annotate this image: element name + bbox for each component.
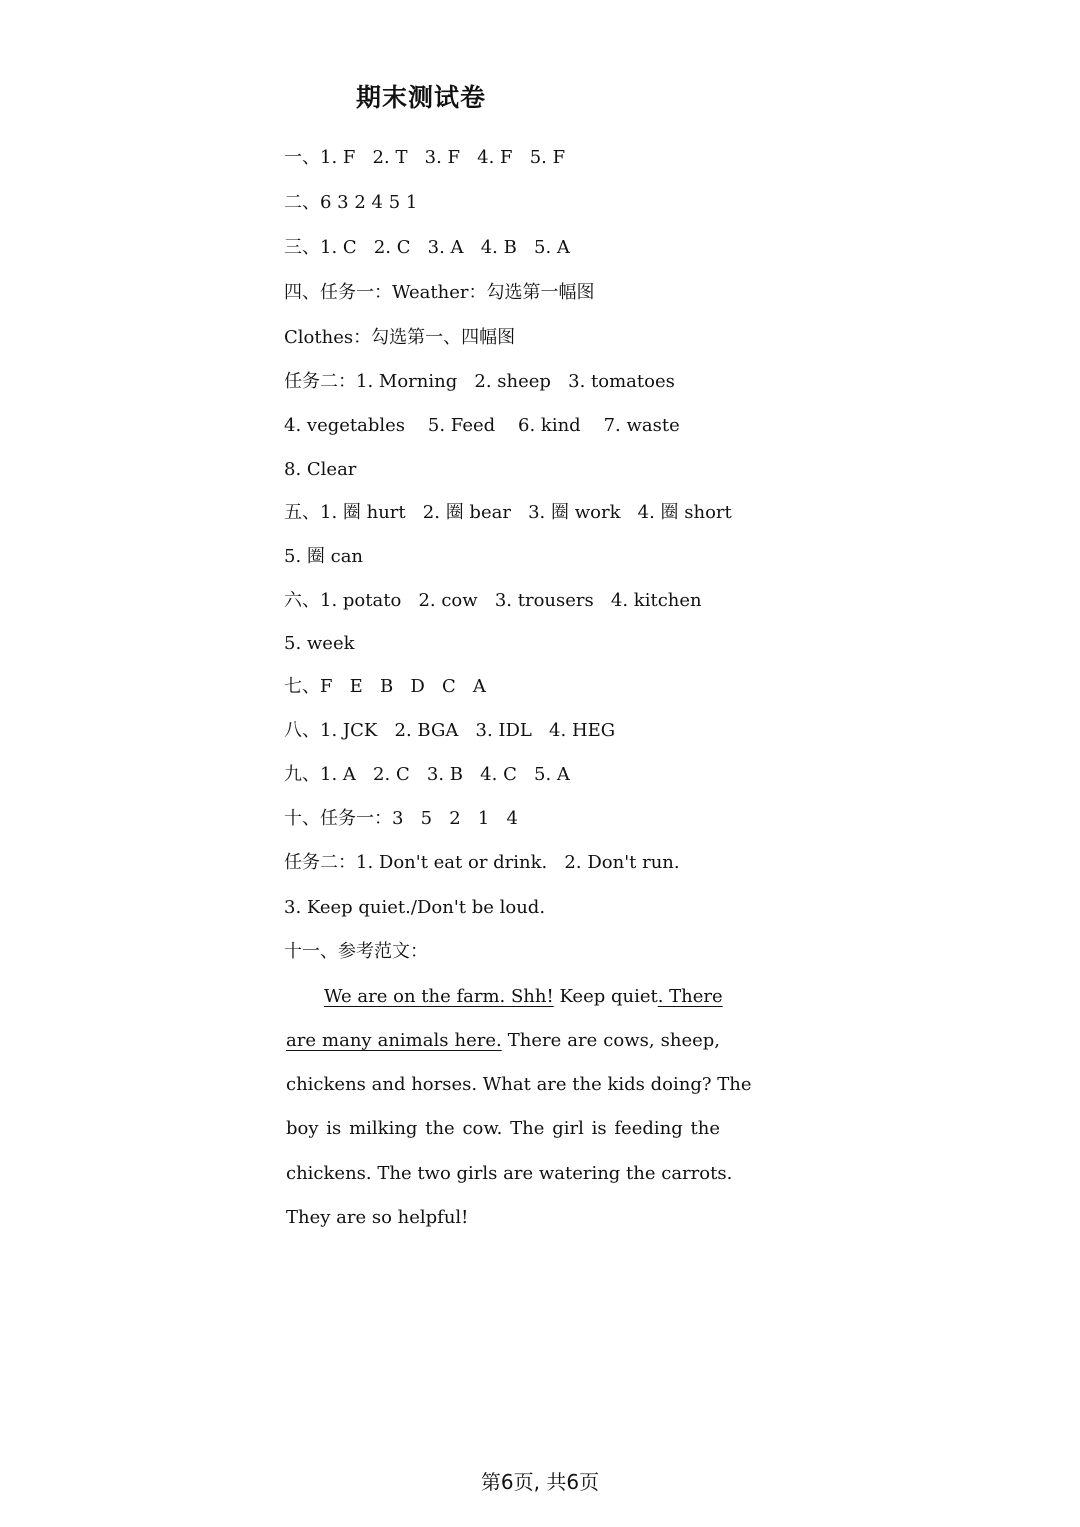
page-title: 期末测试卷 (356, 83, 487, 112)
answer-line-4: 四、任务一：Weather：勾选第一幅图 (284, 282, 595, 303)
essay-line-4: boy is milking the cow. The girl is feeding the (286, 1118, 720, 1139)
answer-line-13: 七、F E B D C A (284, 676, 486, 697)
answer-line-10: 5. 圈 can (284, 546, 364, 567)
answer-line-12: 5. week (284, 633, 355, 654)
answer-line-14: 八、1. JCK 2. BGA 3. IDL 4. HEG (284, 720, 616, 741)
essay-line-3: chickens and horses. What are the kids doing? The (286, 1074, 752, 1095)
page-footer: 第6页, 共6页 (480, 1470, 600, 1494)
answer-line-19: 十一、参考范文： (284, 941, 428, 962)
answer-line-15: 九、1. A 2. C 3. B 4. C 5. A (284, 764, 570, 785)
essay-text: Keep quiet (553, 986, 658, 1007)
essay-underlined-phrase: We are on the farm. Shh! (324, 986, 554, 1007)
answer-line-17: 任务二：1. Don't eat or drink. 2. Don't run. (284, 852, 680, 873)
answer-line-7: 4. vegetables 5. Feed 6. kind 7. waste (284, 415, 680, 436)
essay-line-2 (286, 1029, 720, 1053)
answer-line-16: 十、任务一：3 5 2 1 4 (284, 808, 518, 829)
answer-line-1: 一、1. F 2. T 3. F 4. F 5. F (284, 147, 566, 168)
answer-line-11: 六、1. potato 2. cow 3. trousers 4. kitchen (284, 590, 702, 611)
answer-line-3: 三、1. C 2. C 3. A 4. B 5. A (284, 237, 570, 258)
essay-underlined-phrase: . There (657, 986, 723, 1007)
answer-line-2: 二、6 3 2 4 5 1 (284, 192, 418, 213)
answer-line-18: 3. Keep quiet./Don't be loud. (284, 897, 546, 918)
essay-line-5: chickens. The two girls are watering the carrots. (286, 1163, 733, 1184)
answer-line-8: 8. Clear (284, 459, 357, 480)
answer-line-6: 任务二：1. Morning 2. sheep 3. tomatoes (284, 371, 675, 392)
essay-line-1 (324, 985, 723, 1009)
answer-line-9: 五、1. 圈 hurt 2. 圈 bear 3. 圈 work 4. 圈 short (284, 502, 732, 523)
answer-line-5: Clothes：勾选第一、四幅图 (284, 327, 516, 348)
essay-text: There are cows, sheep, (501, 1030, 720, 1051)
essay-underlined-phrase: are many animals here. (286, 1030, 502, 1051)
essay-line-6: They are so helpful! (286, 1207, 469, 1228)
